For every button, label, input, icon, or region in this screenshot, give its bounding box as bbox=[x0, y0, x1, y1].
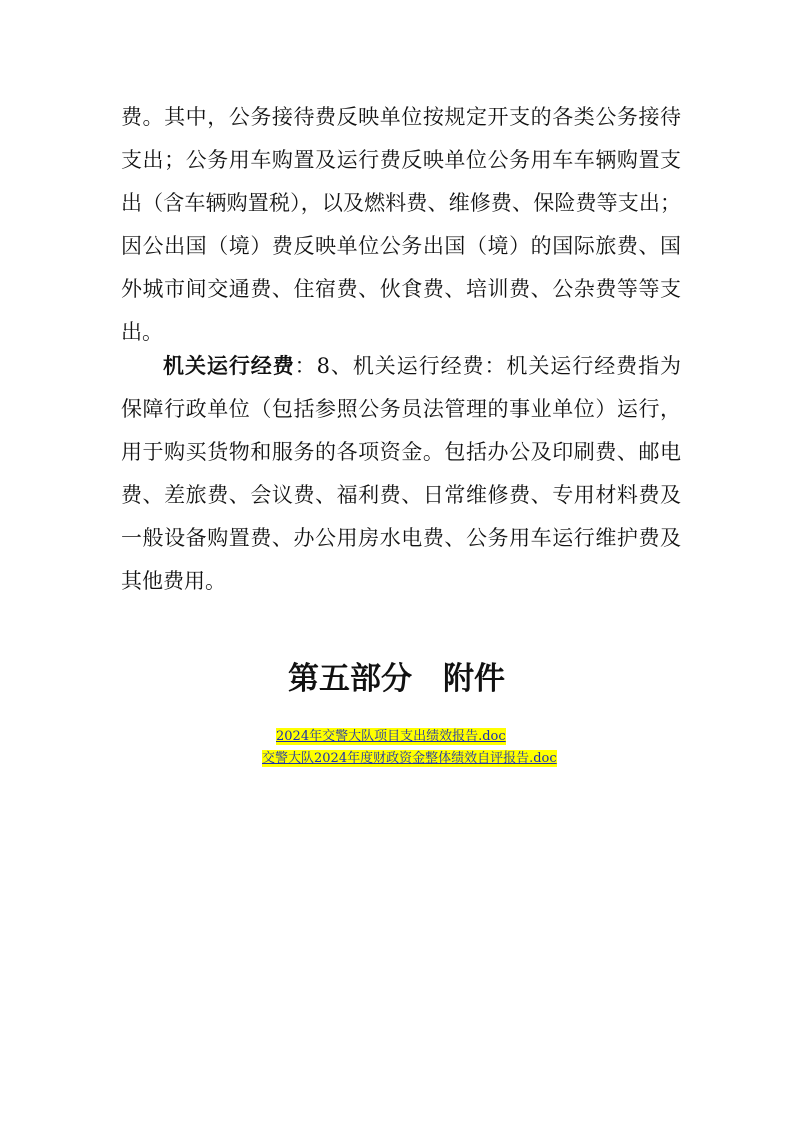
attachment-link-project-report[interactable]: 2024年交警大队项目支出绩效报告.doc bbox=[276, 729, 506, 744]
paragraph-line: 一般设备购置费、办公用房水电费、公务用车运行维护费及 bbox=[121, 526, 681, 550]
paragraph-line: 保障行政单位（包括参照公务员法管理的事业单位）运行， bbox=[121, 397, 681, 421]
paragraph-line: 支出；公务用车购置及运行费反映单位公务用车车辆购置支 bbox=[121, 148, 681, 172]
term-definition-start: ：8、机关运行经费：机关运行经费指为 bbox=[294, 354, 682, 378]
paragraph-line: 外城市间交通费、住宿费、伙食费、培训费、公杂费等等支 bbox=[121, 277, 681, 301]
paragraph-line: 因公出国（境）费反映单位公务出国（境）的国际旅费、国 bbox=[121, 234, 681, 258]
paragraph-line: 用于购买货物和服务的各项资金。包括办公及印刷费、邮电 bbox=[121, 440, 681, 464]
paragraph-line: 出（含车辆购置税），以及燃料费、维修费、保险费等支出； bbox=[121, 191, 681, 215]
section-title: 第五部分 附件 bbox=[288, 661, 505, 697]
attachment-link-self-evaluation-report[interactable]: 交警大队2024年度财政资金整体绩效自评报告.doc bbox=[262, 751, 557, 766]
paragraph-first-line bbox=[163, 352, 681, 380]
paragraph-line: 费。其中，公务接待费反映单位按规定开支的各类公务接待 bbox=[121, 105, 681, 129]
paragraph-line: 其他费用。 bbox=[121, 569, 226, 593]
term-heading: 机关运行经费 bbox=[163, 353, 295, 378]
paragraph-line: 出。 bbox=[121, 320, 163, 344]
paragraph-line: 费、差旅费、会议费、福利费、日常维修费、专用材料费及 bbox=[121, 483, 681, 507]
